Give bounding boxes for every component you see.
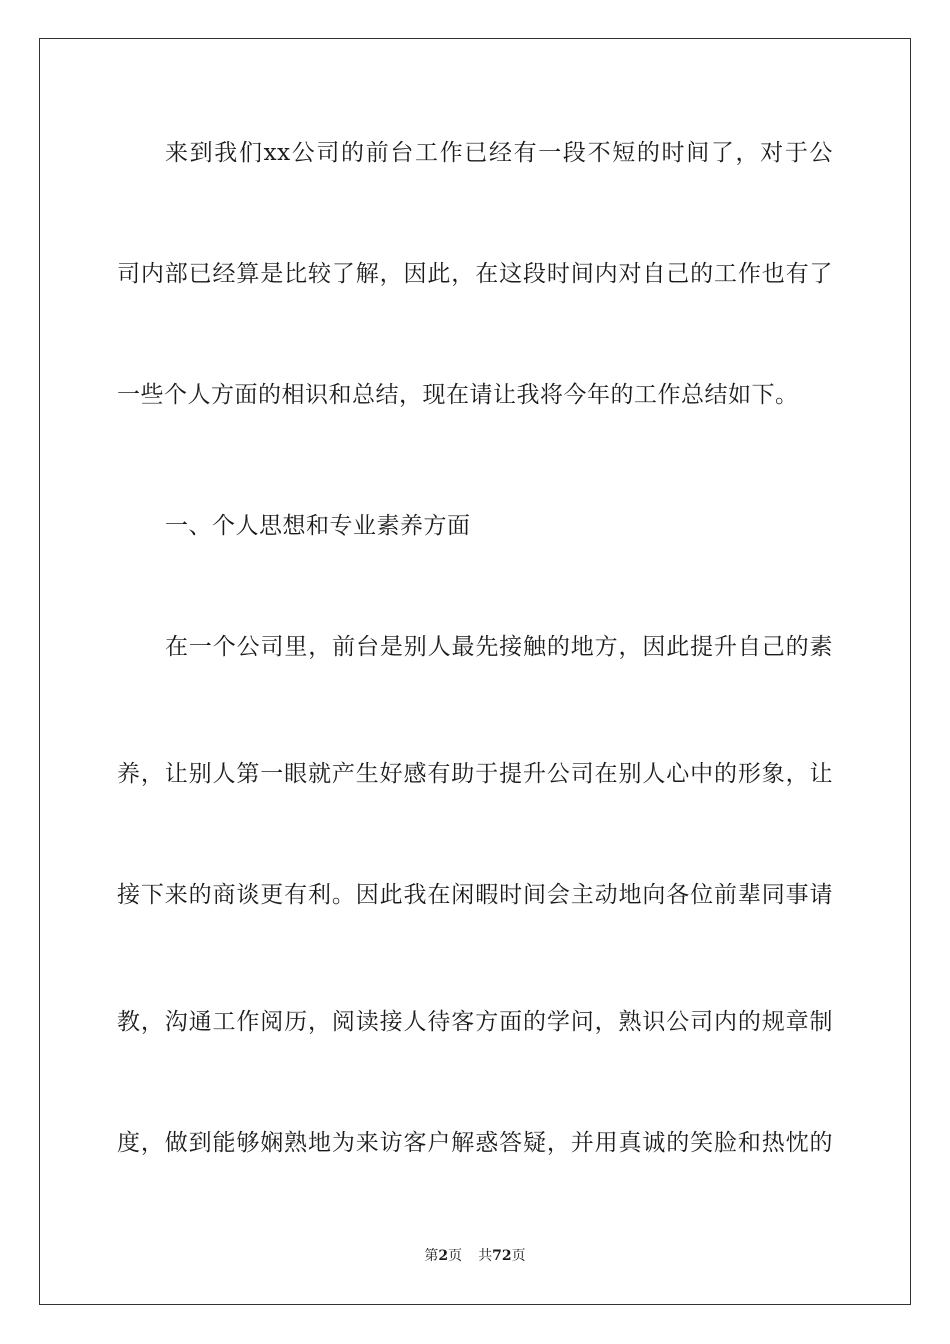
total-pages: 72 — [492, 1248, 512, 1264]
page-number: 2 — [438, 1248, 449, 1264]
paragraph-line-7: 教，沟通工作阅历，阅读接人待客方面的学问，熟识公司内的规章制 — [117, 1009, 833, 1035]
total-suffix: 页 — [511, 1248, 526, 1264]
paragraph-line-3: 一些个人方面的相识和总结，现在请让我将今年的工作总结如下。 — [117, 382, 799, 408]
paragraph-line-5: 养，让别人第一眼就产生好感有助于提升公司在别人心中的形象，让 — [117, 761, 833, 787]
paragraph-line-2: 司内部已经算是比较了解，因此，在这段时间内对自己的工作也有了 — [117, 261, 833, 287]
paragraph-line-8: 度，做到能够娴熟地为来访客户解惑答疑，并用真诚的笑脸和热忱的 — [117, 1130, 833, 1156]
page-footer — [0, 1246, 950, 1266]
paragraph-line-4: 在一个公司里，前台是别人最先接触的地方，因此提升自己的素 — [165, 634, 833, 660]
page-prefix: 第 — [424, 1248, 439, 1264]
paragraph-line-6: 接下来的商谈更有利。因此我在闲暇时间会主动地向各位前辈同事请 — [117, 882, 833, 908]
section-heading: 一、个人思想和专业素养方面 — [165, 513, 471, 539]
paragraph-line-1: 来到我们xx公司的前台工作已经有一段不短的时间了，对于公 — [165, 140, 833, 166]
total-prefix: 共 — [478, 1248, 493, 1264]
page-suffix: 页 — [448, 1248, 463, 1264]
page-border — [39, 38, 911, 1305]
